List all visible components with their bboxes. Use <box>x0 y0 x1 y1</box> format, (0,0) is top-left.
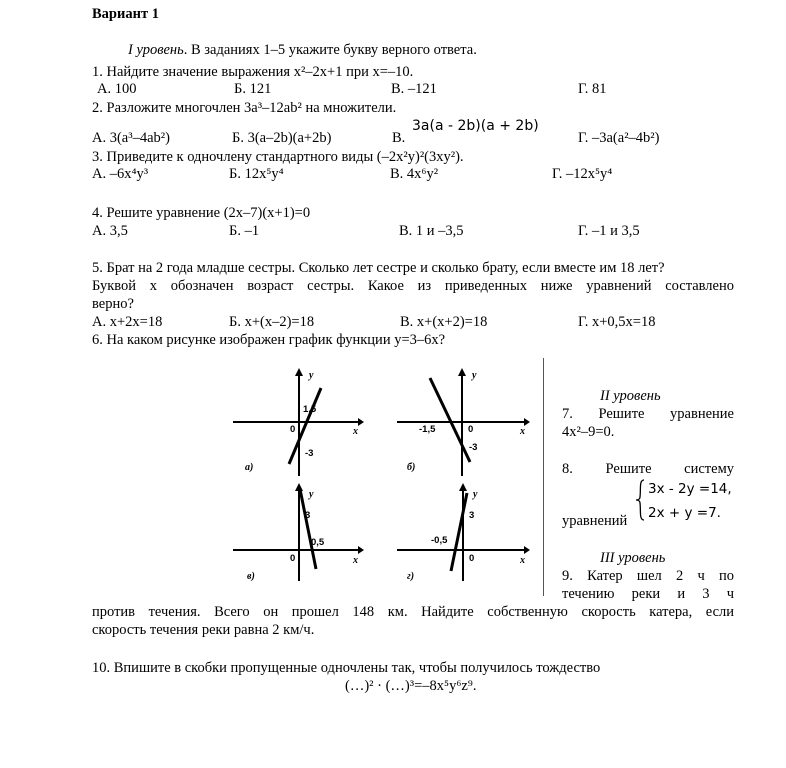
q1-option-g: Г. 81 <box>578 81 607 97</box>
q9-line4: скорость течения реки равна 2 км/ч. <box>92 622 315 638</box>
column-divider <box>543 358 544 596</box>
graph-a-origin: 0 <box>290 424 296 435</box>
graph-v-label1: 3 <box>305 510 311 521</box>
graph-b-caption: б) <box>407 462 416 473</box>
level1-intro <box>128 42 477 58</box>
q8-line1: 8. Решите систему <box>562 461 734 477</box>
graph-b-label1: -1,5 <box>419 424 436 435</box>
graph-g-axis-x: x <box>520 555 525 566</box>
q3-text: 3. Приведите к одночлену стандартного виды (–2x²y)²(3xy²). <box>92 149 464 165</box>
variant-title: Вариант 1 <box>92 6 159 22</box>
q5-option-a: А. x+2x=18 <box>92 314 163 330</box>
q9-line1: 9. Катер шел 2 ч по <box>562 568 734 584</box>
q4-option-g: Г. –1 и 3,5 <box>578 223 640 239</box>
graph-a-label2: -3 <box>305 448 314 459</box>
q2-option-b: Б. 3(a–2b)(a+2b) <box>232 130 332 146</box>
q5-option-v: В. x+(x+2)=18 <box>400 314 488 330</box>
graph-v-origin: 0 <box>290 553 296 564</box>
system-brace <box>636 479 646 521</box>
q7-line1: 7. Решите уравнение <box>562 406 734 422</box>
q4-option-b: Б. –1 <box>229 223 260 239</box>
q4-option-v: В. 1 и –3,5 <box>399 223 464 239</box>
q3-option-v: В. 4x⁶y² <box>390 166 439 182</box>
q7-line2: 4x²–9=0. <box>562 424 615 440</box>
graph-a-caption: а) <box>245 462 254 473</box>
q9-line3: против течения. Всего он прошел 148 км. Найдите собственную скорость катера, если <box>92 604 734 620</box>
graph-v <box>233 483 363 583</box>
q2-option-v: В. <box>392 130 406 146</box>
graph-b-label2: -3 <box>469 442 478 453</box>
graph-v-axis-x: x <box>353 555 358 566</box>
q5-line3: верно? <box>92 296 134 312</box>
q3-option-a: А. –6x⁴y³ <box>92 166 149 182</box>
graph-g-axis-y: y <box>473 489 478 500</box>
q8-eq2: 2x + y =7. <box>648 505 721 521</box>
level1-label: I уровень <box>128 42 184 58</box>
graph-g-label2: -0,5 <box>431 535 448 546</box>
graph-g-line <box>451 493 467 571</box>
graph-a-axis-y: y <box>309 370 314 381</box>
graph-g-origin: 0 <box>469 553 475 564</box>
graph-b-axis-x: x <box>520 426 525 437</box>
graph-g-label1: 3 <box>469 510 475 521</box>
graph-a <box>233 368 363 478</box>
q2-text: 2. Разложите многочлен 3a³–12ab² на множители. <box>92 100 397 116</box>
q1-option-v: В. –121 <box>391 81 437 97</box>
graph-b-origin: 0 <box>468 424 474 435</box>
q2-option-a: А. 3(a³–4ab²) <box>92 130 170 146</box>
q1-option-a: А. 100 <box>97 81 137 97</box>
graph-v-caption: в) <box>247 571 255 582</box>
q3-option-b: Б. 12x⁵y⁴ <box>229 166 284 182</box>
q5-line2: Буквой x обозначен возраст сестры. Какое из приведенных ниже уравнений составлено <box>92 278 734 294</box>
q8-line2: уравнений <box>562 513 628 529</box>
q10-line2: (…)² · (…)³=–8x⁵y⁶z⁹. <box>345 678 477 694</box>
graph-v-line <box>300 489 316 569</box>
q10-line1: 10. Впишите в скобки пропущенные одночлены так, чтобы получилось тождество <box>92 660 601 676</box>
graph-b-axis-y: y <box>472 370 477 381</box>
level1-instruction: . В заданиях 1–5 укажите букву верного ответа. <box>183 42 477 58</box>
graph-v-label2: 0,5 <box>311 537 325 548</box>
level2-label: II уровень <box>600 388 661 404</box>
graph-g <box>397 483 532 583</box>
level3-label: III уровень <box>600 550 666 566</box>
graph-b <box>397 368 532 478</box>
graph-v-axis-y: y <box>309 489 314 500</box>
graph-a-label1: 1,5 <box>303 404 317 415</box>
q1-option-b: Б. 121 <box>234 81 272 97</box>
q6-text: 6. На каком рисунке изображен график функции y=3–6x? <box>92 332 446 348</box>
q5-line1: 5. Брат на 2 года младше сестры. Сколько лет сестре и сколько брату, если вместе им 18 лет? <box>92 260 665 276</box>
q4-option-a: А. 3,5 <box>92 223 128 239</box>
q8-eq1: 3x - 2y =14, <box>648 481 732 497</box>
graph-a-axis-x: x <box>353 426 358 437</box>
q1-text: 1. Найдите значение выражения x²–2x+1 при x=–10. <box>92 64 414 80</box>
graph-b-line <box>430 378 470 462</box>
q2-option-g: Г. –3a(a²–4b²) <box>578 130 660 146</box>
q2-option-v-value: 3a(a - 2b)(a + 2b) <box>412 118 539 134</box>
graph-g-caption: г) <box>407 571 415 582</box>
q3-option-g: Г. –12x⁵y⁴ <box>552 166 613 182</box>
q5-option-b: Б. x+(x–2)=18 <box>229 314 315 330</box>
q9-line2: течению реки и 3 ч <box>562 586 734 602</box>
q5-option-g: Г. x+0,5x=18 <box>578 314 656 330</box>
q4-text: 4. Решите уравнение (2x–7)(x+1)=0 <box>92 205 311 221</box>
